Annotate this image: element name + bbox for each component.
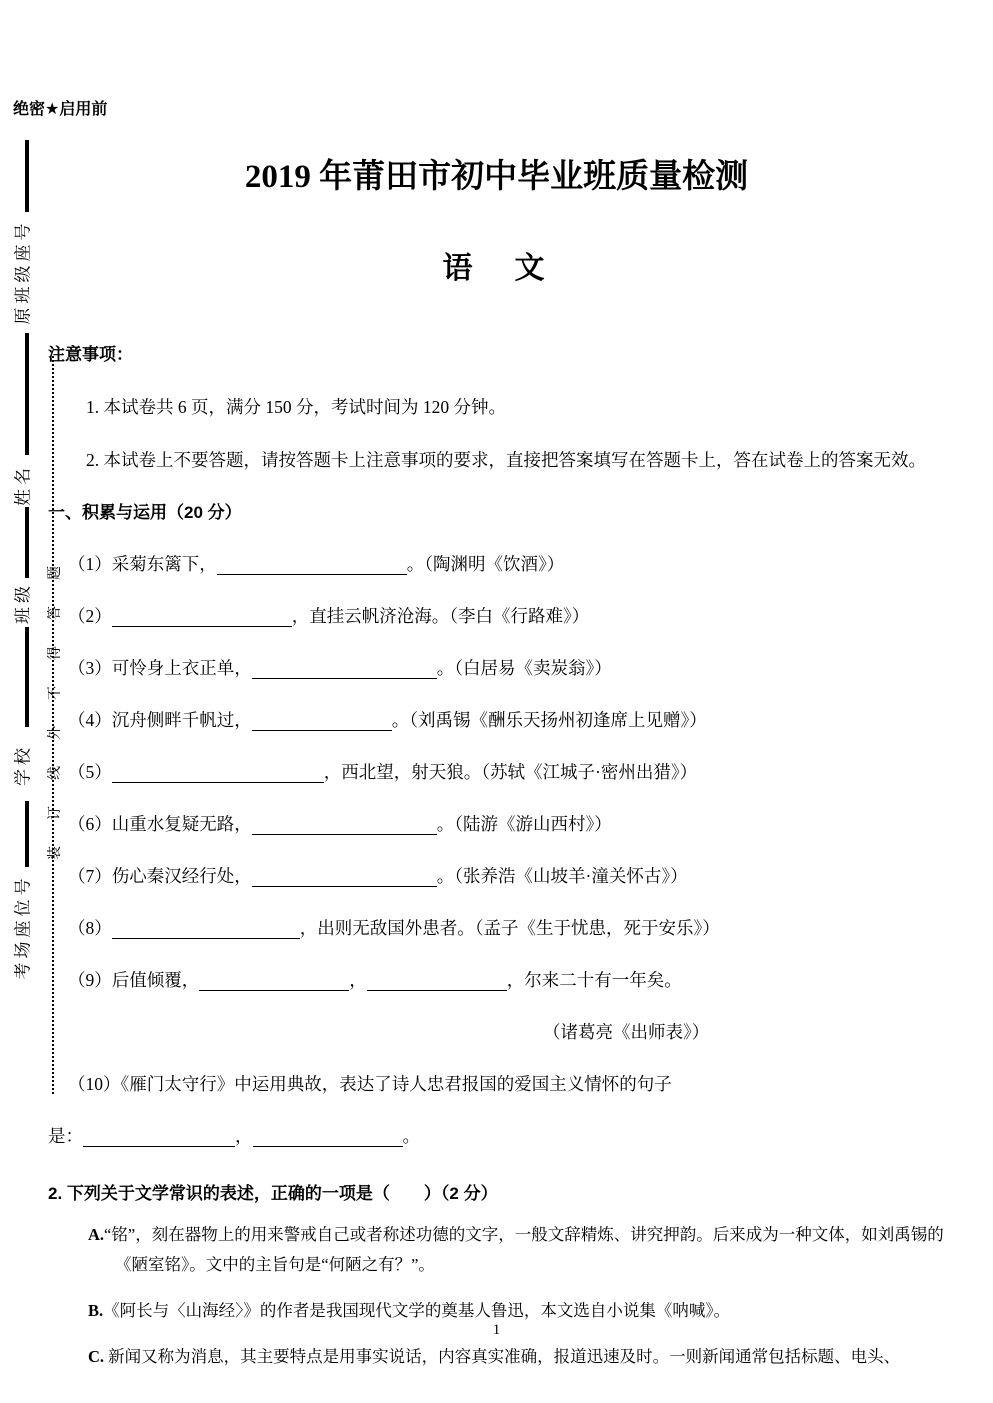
sidebar-label: 考场座位号	[13, 874, 33, 980]
line-text: （10）《雁门太守行》中运用典故，表达了诗人忠君报国的爱国主义情怀的句子	[68, 1074, 672, 1094]
line-text: 。（陶渊明《饮酒》）	[406, 554, 565, 574]
fill-in-line	[68, 813, 956, 835]
option-label: B.	[88, 1301, 104, 1320]
answer-blank	[112, 610, 292, 627]
main-content	[48, 340, 956, 1372]
line-text: （3）可怜身上衣正单，	[68, 658, 252, 678]
fill-in-rule	[25, 801, 29, 867]
line-text: 是：	[48, 1126, 83, 1146]
fill-in-line	[68, 657, 956, 679]
question2-options	[48, 1220, 956, 1372]
answer-blank	[252, 870, 437, 887]
line-text: （5）	[68, 762, 112, 782]
line-text: 。	[402, 1126, 420, 1146]
line-text: ，	[235, 1126, 253, 1146]
answer-blank	[112, 766, 324, 783]
line-text: （7）伤心秦汉经行处，	[68, 866, 252, 886]
line-text: ，西北望，射天狼。（苏轼《江城子·密州出猎》）	[323, 762, 698, 782]
sidebar-label: 姓名	[13, 464, 33, 506]
line-text: （6）山重水复疑无路，	[68, 814, 252, 834]
fill-in-rule	[25, 627, 29, 727]
fill-in-line	[68, 761, 956, 783]
exam-title: 2019 年莆田市初中毕业班质量检测	[244, 159, 749, 195]
answer-blank	[199, 974, 349, 991]
line-text: （1）采菊东篱下，	[68, 554, 217, 574]
fill-in-line	[68, 605, 956, 627]
sidebar-label: 学校	[13, 744, 33, 786]
question2-option	[88, 1342, 954, 1372]
line-text: 。（白居易《卖炭翁》）	[436, 658, 612, 678]
question2-option	[88, 1220, 954, 1280]
answer-blank	[252, 714, 392, 731]
fill-in-line	[48, 1125, 956, 1147]
answer-blank	[112, 922, 300, 939]
line-text: （9）后值倾覆，	[68, 970, 200, 990]
fill-in-rule	[25, 140, 29, 212]
notice-heading: 注意事项：	[48, 345, 133, 364]
line-text: ，尔来二十有一年矣。	[506, 970, 682, 990]
sidebar-label: 原班级座号	[13, 219, 33, 325]
line-text: ，	[349, 970, 367, 990]
fill-in-line	[543, 1021, 956, 1043]
fill-in-line	[68, 1073, 956, 1095]
answer-blank	[217, 558, 407, 575]
sidebar-label: 班级	[13, 582, 33, 624]
notice-item: 2. 本试卷上不要答题，请按答题卡上注意事项的要求，直接把答案填写在答题卡上，答在试卷上的答案无效。	[86, 450, 926, 470]
line-text: （8）	[68, 918, 112, 938]
option-label: C.	[88, 1347, 105, 1366]
line-text: 。（陆游《游山西村》）	[436, 814, 612, 834]
line-text: （2）	[68, 606, 112, 626]
secrecy-notice: 绝密★启用前	[13, 101, 108, 118]
answer-blank	[252, 818, 437, 835]
page-number: 1	[492, 1322, 501, 1338]
fill-in-line	[68, 709, 956, 731]
answer-blank	[252, 662, 437, 679]
option-text: “铭”，刻在器物上的用来警戒自己或者称述功德的文字，一般文辞精炼、讲究押韵。后来成为一种文体，如刘禹锡的《陋室铭》。文中的主旨句是“何陋之有？”。	[104, 1225, 944, 1274]
fill-in-rule	[25, 507, 29, 578]
line-text: （4）沉舟侧畔千帆过，	[68, 710, 252, 730]
line-text: 。（刘禹锡《酬乐天扬州初逢席上见赠》）	[391, 710, 707, 730]
fill-in-line	[68, 865, 956, 887]
fill-in-line	[68, 917, 956, 939]
fill-in-line	[68, 969, 956, 991]
line-text: ，直挂云帆济沧海。（李白《行路难》）	[291, 606, 590, 626]
option-text: 新闻又称为消息，其主要特点是用事实说话，内容真实准确，报道迅速及时。一则新闻通常包括标题、电头、	[104, 1347, 901, 1366]
answer-blank	[83, 1130, 235, 1147]
line-text: 。（张养浩《山坡羊·潼关怀古》）	[436, 866, 688, 886]
line-text: （诸葛亮《出师表》）	[543, 1022, 710, 1042]
fill-in-lines	[48, 553, 956, 1147]
question2-stem: 2. 下列关于文学常识的表述，正确的一项是（ ）（2 分）	[48, 1184, 498, 1203]
notice-list	[48, 396, 956, 471]
fill-in-rule	[25, 333, 29, 455]
binding-line-text: 装订线外不得答题	[48, 540, 63, 860]
option-label: A.	[88, 1225, 105, 1244]
notice-item: 1. 本试卷共 6 页，满分 150 分，考试时间为 120 分钟。	[86, 397, 506, 417]
answer-blank	[253, 1130, 403, 1147]
line-text: ，出则无敌国外患者。（孟子《生于忧患，死于安乐》）	[299, 918, 720, 938]
option-text: 《阿长与〈山海经〉》的作者是我国现代文学的奠基人鲁迅，本文选自小说集《呐喊》。	[103, 1301, 731, 1320]
exam-subject: 语 文	[442, 252, 551, 285]
answer-blank	[367, 974, 507, 991]
fill-in-line	[68, 553, 956, 575]
section1-heading: 一、积累与运用（20 分）	[48, 503, 242, 522]
